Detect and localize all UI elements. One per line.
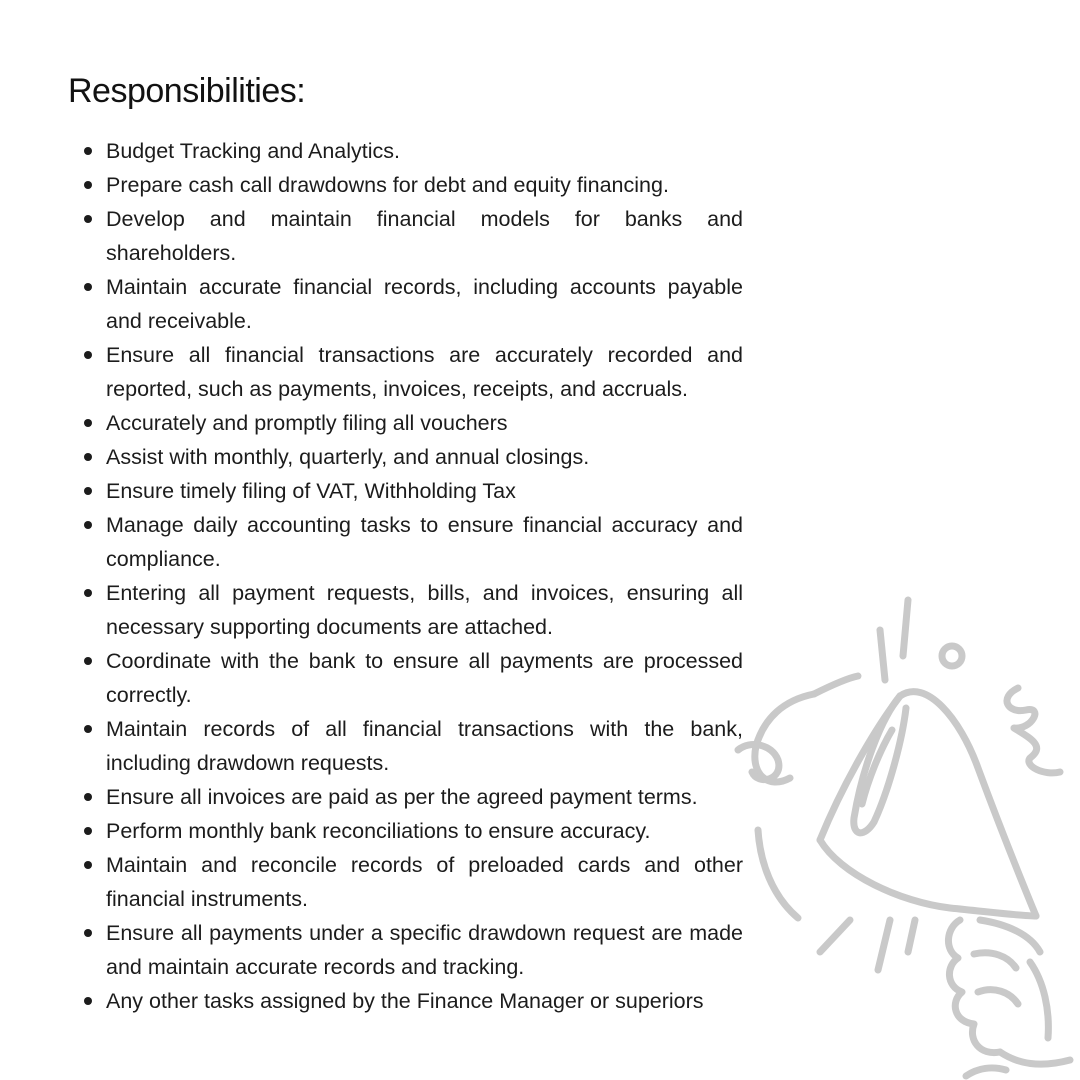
list-item <box>106 202 743 270</box>
list-item-text: Develop and maintain financial models for banks and shareholders. <box>106 207 743 265</box>
section-title: Responsibilities: <box>68 72 306 110</box>
bullet-icon <box>84 283 92 291</box>
list-item <box>106 270 743 338</box>
megaphone-icon <box>730 590 1080 1080</box>
bullet-icon <box>84 147 92 155</box>
list-item <box>106 168 743 202</box>
list-item-text: Prepare cash call drawdowns for debt and equity financing. <box>106 173 669 197</box>
list-item <box>106 916 743 984</box>
bullet-icon <box>84 419 92 427</box>
bullet-icon <box>84 215 92 223</box>
bullet-icon <box>84 453 92 461</box>
list-item-text: Entering all payment requests, bills, and invoices, ensuring all necessary supporting documents are attached. <box>106 581 743 639</box>
bullet-icon <box>84 827 92 835</box>
bullet-icon <box>84 487 92 495</box>
bullet-icon <box>84 181 92 189</box>
list-item <box>106 508 743 576</box>
bullet-icon <box>84 725 92 733</box>
list-item <box>106 576 743 644</box>
bullet-icon <box>84 793 92 801</box>
list-item <box>106 780 743 814</box>
list-item-text: Maintain records of all financial transactions with the bank, including drawdown requests. <box>106 717 743 775</box>
list-item-text: Budget Tracking and Analytics. <box>106 139 401 163</box>
list-item <box>106 644 743 712</box>
bullet-icon <box>84 521 92 529</box>
list-item-text: Perform monthly bank reconciliations to ensure accuracy. <box>106 819 651 843</box>
list-item-text: Manage daily accounting tasks to ensure financial accuracy and compliance. <box>106 513 743 571</box>
bullet-icon <box>84 657 92 665</box>
list-item-text: Maintain and reconcile records of preloaded cards and other financial instruments. <box>106 853 743 911</box>
list-item <box>106 814 743 848</box>
responsibilities-list <box>106 134 743 1018</box>
list-item-text: Assist with monthly, quarterly, and annual closings. <box>106 445 590 469</box>
list-item-text: Ensure all invoices are paid as per the agreed payment terms. <box>106 785 698 809</box>
bullet-icon <box>84 929 92 937</box>
bullet-icon <box>84 997 92 1005</box>
list-item <box>106 712 743 780</box>
list-item <box>106 406 743 440</box>
list-item-text: Accurately and promptly filing all vouchers <box>106 411 508 435</box>
list-item-text: Maintain accurate financial records, including accounts payable and receivable. <box>106 275 743 333</box>
bullet-icon <box>84 861 92 869</box>
list-item <box>106 134 743 168</box>
list-item-text: Coordinate with the bank to ensure all payments are processed correctly. <box>106 649 743 707</box>
list-item <box>106 848 743 916</box>
list-item-text: Ensure all financial transactions are accurately recorded and reported, such as payments, invoices, receipts, and accruals. <box>106 343 743 401</box>
bullet-icon <box>84 589 92 597</box>
list-item-text: Any other tasks assigned by the Finance Manager or superiors <box>106 989 704 1013</box>
list-item <box>106 474 743 508</box>
list-item-text: Ensure all payments under a specific drawdown request are made and maintain accurate records and tracking. <box>106 921 743 979</box>
list-item <box>106 984 743 1018</box>
list-item <box>106 338 743 406</box>
list-item <box>106 440 743 474</box>
bullet-icon <box>84 351 92 359</box>
list-item-text: Ensure timely filing of VAT, Withholding Tax <box>106 479 516 503</box>
